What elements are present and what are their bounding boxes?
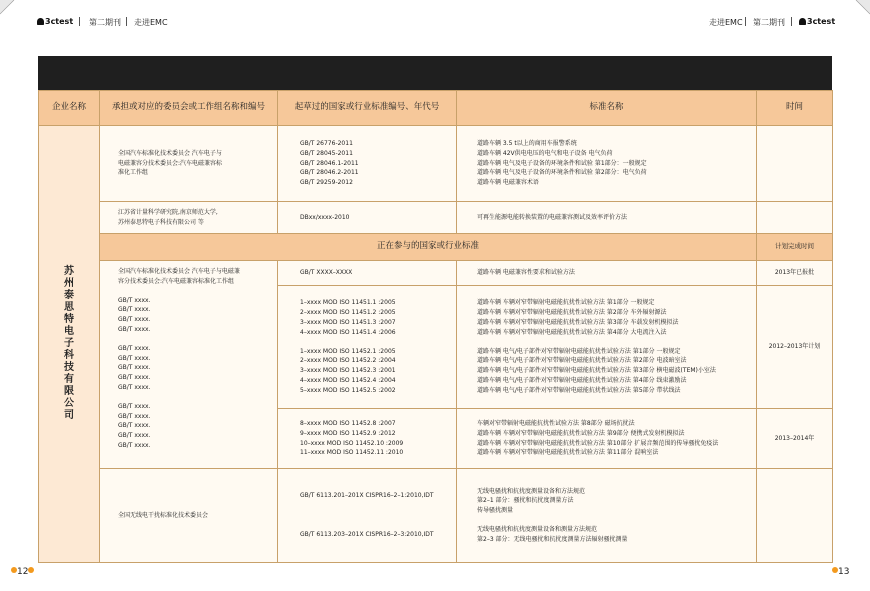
logo-mark-icon [799, 18, 806, 25]
committee-cell: 江苏省计量科学研究院,南京师范大学, 苏州泰思特电子科技有限公司 等 [100, 202, 278, 234]
name-cell: 无线电骚扰和抗扰度测量设备和方法规范 第2–1 部分：骚扰和抗扰度测量方法 传导骚扰测量 无线电骚扰和抗扰度测量设备和测量方法规范 第2–3 部分：无线电骚扰和抗扰度测量方法辐射骚扰测量 [457, 469, 757, 563]
name-cell: 道路车辆 电磁兼容性要求和试验方法 [457, 261, 757, 286]
committee-cell: 全国汽车标准化技术委员会 汽车电子与电磁兼 容分技术委员会:汽车电磁兼容标准化工作组 GB/T xxxx. GB/T xxxx. GB/T xxxx. GB/T xxxx. GB/T xxxx. GB/T xxxx. GB/T xxxx. GB/T xxxx. GB/T xxxx. GB/T xxxx. GB/T xxxx. GB/T xxxx. GB/T xxxx. GB/T xxxx. [100, 261, 278, 469]
page-number-left: 12 [11, 567, 34, 577]
issue-label-left: 第二期刊 [89, 18, 121, 27]
col-header-codes: 起草过的国家或行业标准编号、年代号 [278, 91, 457, 126]
brand-logo-left: 3ctest [37, 17, 73, 26]
time-cell: 2013年已报批 [757, 261, 833, 286]
committee-cell: 全国汽车标准化技术委员会 汽车电子与 电磁兼容分技术委员会:汽车电磁兼容标 准化工作组 [100, 126, 278, 202]
page-number-right: 13 [832, 567, 849, 577]
table-row [39, 469, 833, 563]
time-cell [757, 202, 833, 234]
participating-header-row [39, 234, 833, 261]
col-header-committee: 承担或对应的委员会或工作组名称和编号 [100, 91, 278, 126]
brand-logo-right: 3ctest [799, 17, 835, 26]
logo-mark-icon [37, 18, 44, 25]
col-header-names: 标准名称 [457, 91, 757, 126]
table-row [39, 126, 833, 202]
header-divider [791, 17, 792, 26]
table-row [39, 261, 833, 286]
section-label-left: 走进EMC [134, 18, 168, 27]
header-divider [126, 17, 127, 26]
code-cell: GB/T 6113.201–201X CISPR16–2–1:2010,IDT GB/T 6113.203–201X CISPR16–2–3:2010,IDT [278, 469, 457, 563]
name-cell: 道路车辆 3.5 t以上的商用车报警系统 道路车辆 42V供电电压的电气和电子设备 电气负荷 道路车辆 电气及电子设备的环境条件和试验 第1部分：一般规定 道路车辆 电气及电子设备的环境条件和试验 第2部分：电气负荷 道路车辆 电磁兼容术语 [457, 126, 757, 202]
name-cell: 可再生能源电能转换装置的电磁兼容测试及效率评价方法 [457, 202, 757, 234]
table-header-row [39, 91, 833, 126]
company-cell [39, 126, 100, 563]
participating-time-header: 计划完成时间 [757, 234, 833, 261]
header-divider [79, 17, 80, 26]
section-label-right: 走进EMC [709, 18, 743, 27]
code-cell: 8–xxxx MOD ISO 11452.8 :2007 9–xxxx MOD ISO 11452.9 :2012 10–xxxx MOD ISO 11452.10 :2009 11–xxxx MOD ISO 11452.11 :2010 [278, 409, 457, 469]
standards-table [38, 90, 833, 563]
code-cell: DBxx/xxxx-2010 [278, 202, 457, 234]
corner-fold-left-icon [0, 0, 16, 16]
code-cell: 1–xxxx MOD ISO 11451.1 :2005 2–xxxx MOD ISO 11451.2 :2005 3–xxxx MOD ISO 11451.3 :2007 4–xxxx MOD ISO 11451.4 :2006 1–xxxx MOD ISO 11452.1 :2005 2–xxxx MOD ISO 11452.2 :2004 3–xxxx MOD ISO 11452.3 :2001 4–xxxx MOD ISO 11452.4 :2004 5–xxxx MOD ISO 11452.5 :2002 [278, 286, 457, 409]
participating-title: 正在参与的国家或行业标准 [100, 234, 757, 261]
time-cell [757, 126, 833, 202]
code-cell: GB/T 26776-2011 GB/T 28045-2011 GB/T 28046.1-2011 GB/T 28046.2-2011 GB/T 29259-2012 [278, 126, 457, 202]
col-header-time: 时间 [757, 91, 833, 126]
time-cell: 2013–2014年 [757, 409, 833, 469]
name-cell: 道路车辆 车辆对窄带辐射电磁能抗扰性试验方法 第1部分 一般规定 道路车辆 车辆对窄带辐射电磁能抗扰性试验方法 第2部分 车外辐射源法 道路车辆 车辆对窄带辐射电磁能抗扰性试验方法 第3部分 车载发射机模拟法 道路车辆 车辆对窄带辐射电磁能抗扰性试验方法 第4部分 大电流注入法 道路车辆 电气/电子部件对窄带辐射电磁能抗扰性试验方法 第1部分 一般规定 道路车辆 电气/电子部件对窄带辐射电磁能抗扰性试验方法 第2部分 电波暗室法 道路车辆 电气/电子部件对窄带辐射电磁能抗扰性试验方法 第3部分 横电磁波(TEM)小室法 道路车辆 电气/电子部件对窄带辐射电磁能抗扰性试验方法 第4部分 线束激励法 道路车辆 电气/电子部件对窄带辐射电磁能抗扰性试验方法 第5部分 带状线法 [457, 286, 757, 409]
table-top-band [38, 56, 832, 90]
committee-cell: 全国无线电干扰标准化技术委员会 [100, 469, 278, 563]
code-cell: GB/T XXXX–XXXX [278, 261, 457, 286]
name-cell: 车辆对窄带辐射电磁能抗扰性试验方法 第8部分 磁场抗扰法 道路车辆 车辆对窄带辐射电磁能抗扰性试验方法 第9部分 便携式发射机模拟法 道路车辆 车辆对窄带辐射电磁能抗扰性试验方法 第10部分 扩展音频范围的传导骚扰免疫法 道路车辆 车辆对窄带辐射电磁能抗扰性试验方法 第11部分 混响室法 [457, 409, 757, 469]
issue-label-right: 第二期刊 [753, 18, 785, 27]
corner-fold-right-icon [854, 0, 870, 16]
time-cell [757, 469, 833, 563]
header-divider [745, 17, 746, 26]
company-name: 苏州泰思特电子科技有限公司 [64, 266, 74, 421]
table-row [39, 202, 833, 234]
time-cell: 2012–2013年计划 [757, 286, 833, 409]
page-dot-icon [28, 567, 34, 573]
col-header-company: 企业名称 [39, 91, 100, 126]
